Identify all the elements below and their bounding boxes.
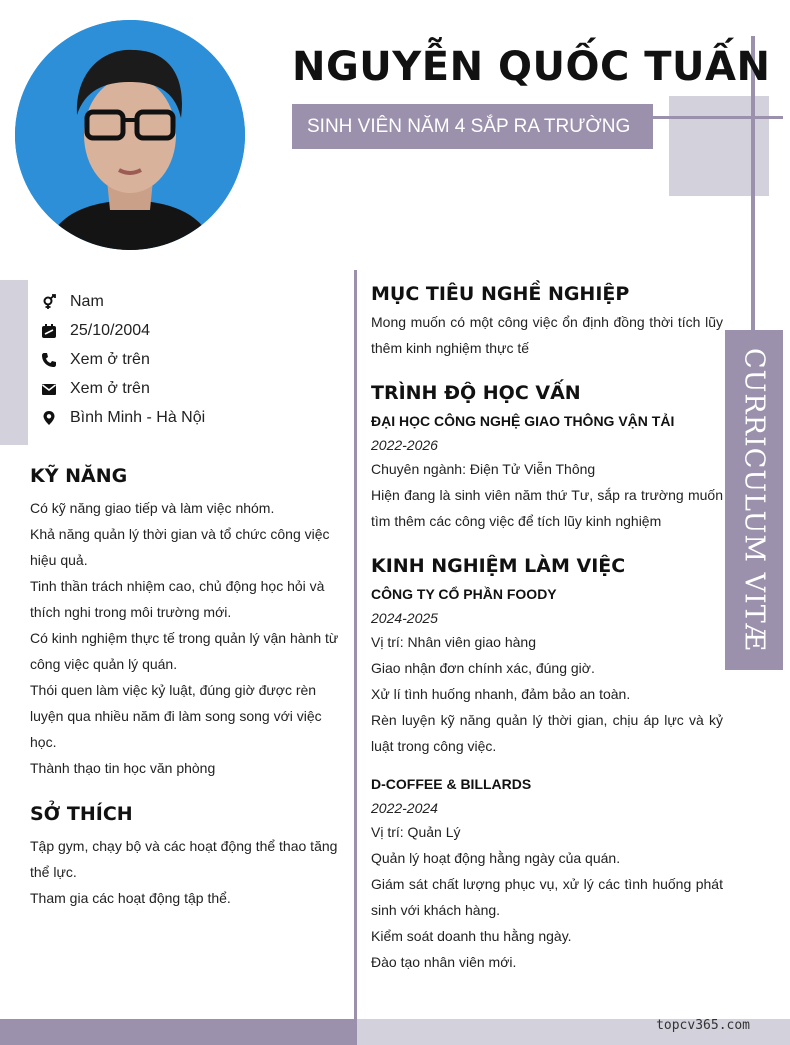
skill-item: Thành thạo tin học văn phòng — [30, 760, 216, 776]
contact-address: Bình Minh - Hà Nội — [70, 408, 206, 426]
contact-item-email — [40, 374, 205, 403]
skill-item: Thói quen làm việc kỷ luật, đúng giờ được rèn luyện qua nhiều năm đi làm song song với việc học. — [30, 682, 322, 750]
job-company: CÔNG TY CỔ PHẦN FOODY — [371, 586, 557, 602]
job-entry — [371, 581, 723, 759]
job-period: 2022-2024 — [371, 800, 438, 816]
hobby-item: Tham gia các hoạt động tập thể. — [30, 890, 231, 906]
location-pin-icon — [40, 409, 58, 427]
job-line: Kiểm soát doanh thu hằng ngày. — [371, 928, 572, 944]
job-entry — [371, 771, 723, 975]
education-section — [371, 382, 723, 534]
contact-gender: Nam — [70, 292, 104, 310]
contact-item-gender — [40, 287, 205, 316]
contact-item-birthday — [40, 316, 205, 345]
contact-email: Xem ở trên — [70, 379, 150, 397]
skill-item: Có kinh nghiệm thực tế trong quản lý vận hành từ công việc quản lý quán. — [30, 630, 339, 672]
education-major: Chuyên ngành: Điện Tử Viễn Thông — [371, 461, 596, 477]
contact-phone: Xem ở trên — [70, 350, 150, 368]
job-line: Xử lí tình huống nhanh, đảm bảo an toàn. — [371, 686, 631, 702]
experience-section — [371, 555, 723, 975]
cv-banner-text: CURRICULUM VITÆ — [738, 348, 770, 652]
education-note: Hiện đang là sinh viên năm thứ Tư, sắp ra trường muốn tìm thêm các công việc để tích lũy kinh nghiệm — [371, 487, 723, 529]
experience-title: KINH NGHIỆM LÀM VIỆC — [371, 555, 626, 577]
decorative-left-tab — [0, 280, 28, 445]
job-line: Giám sát chất lượng phục vụ, xử lý các tình huống phát sinh với khách hàng. — [371, 876, 723, 918]
job-period: 2024-2025 — [371, 610, 438, 626]
footer-site-watermark: topcv365.com — [656, 1018, 750, 1033]
objective-section — [371, 283, 723, 361]
skills-section — [30, 465, 342, 781]
role-badge: SINH VIÊN NĂM 4 SẮP RA TRƯỜNG — [292, 104, 653, 149]
job-line: Vị trí: Nhân viên giao hàng — [371, 634, 536, 650]
objective-text: Mong muốn có một công việc ổn định đồng thời tích lũy thêm kinh nghiệm thực tế — [371, 314, 723, 356]
job-line: Vị trí: Quản Lý — [371, 824, 461, 840]
hobbies-section — [30, 803, 342, 911]
objective-title: MỤC TIÊU NGHỀ NGHIỆP — [371, 283, 630, 305]
decorative-horizontal-line — [653, 116, 783, 119]
job-line: Rèn luyện kỹ năng quản lý thời gian, chịu áp lực và kỷ luật trong công việc. — [371, 712, 723, 754]
mail-icon — [40, 380, 58, 398]
contact-list — [40, 287, 205, 432]
phone-icon — [40, 351, 58, 369]
column-divider — [354, 270, 357, 1045]
contact-birthday: 25/10/2004 — [70, 321, 151, 339]
job-line: Quản lý hoạt động hằng ngày của quán. — [371, 850, 621, 866]
contact-item-phone — [40, 345, 205, 374]
job-company: D-COFFEE & BILLARDS — [371, 776, 532, 792]
skills-title: KỸ NĂNG — [30, 465, 128, 487]
calendar-icon — [40, 322, 58, 340]
job-line: Giao nhận đơn chính xác, đúng giờ. — [371, 660, 595, 676]
education-period: 2022-2026 — [371, 437, 438, 453]
skill-item: Có kỹ năng giao tiếp và làm việc nhóm. — [30, 500, 275, 516]
hobbies-title: SỞ THÍCH — [30, 803, 133, 825]
education-title: TRÌNH ĐỘ HỌC VẤN — [371, 382, 581, 404]
candidate-name: NGUYỄN QUỐC TUẤN — [292, 44, 771, 90]
job-line: Đào tạo nhân viên mới. — [371, 954, 517, 970]
contact-item-address — [40, 403, 205, 432]
skill-item: Tinh thần trách nhiệm cao, chủ động học hỏi và thích nghi trong môi trường mới. — [30, 578, 325, 620]
footer-bar-left — [0, 1019, 357, 1045]
hobby-item: Tập gym, chạy bộ và các hoạt động thể thao tăng thể lực. — [30, 838, 338, 880]
profile-photo — [15, 20, 245, 250]
skill-item: Khả năng quản lý thời gian và tổ chức công việc hiệu quả. — [30, 526, 330, 568]
cv-vertical-banner — [725, 330, 783, 670]
education-school: ĐẠI HỌC CÔNG NGHỆ GIAO THÔNG VẬN TẢI — [371, 413, 675, 429]
gender-icon — [40, 293, 58, 311]
